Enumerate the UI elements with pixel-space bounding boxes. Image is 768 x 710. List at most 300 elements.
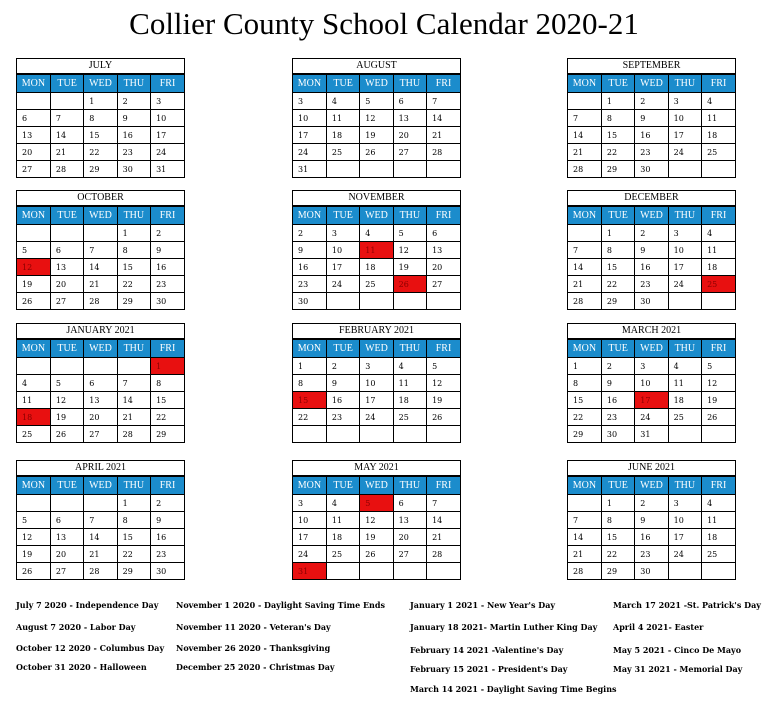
day-cell: 31: [635, 426, 668, 443]
weekday-header: WED: [360, 207, 393, 225]
weekday-header: THU: [117, 477, 150, 495]
day-cell: 16: [635, 127, 668, 144]
empty-day-cell: [84, 358, 117, 375]
day-cell: 4: [393, 358, 426, 375]
weekday-header: MON: [17, 207, 50, 225]
day-cell: 15: [117, 529, 150, 546]
month-name: JULY: [17, 59, 184, 74]
weekday-header: TUE: [326, 75, 359, 93]
day-cell: 16: [326, 392, 359, 409]
day-cell: 3: [151, 93, 184, 110]
month-calendar: [292, 460, 461, 580]
day-cell: 30: [635, 563, 668, 580]
empty-day-cell: [293, 426, 326, 443]
day-cell: 9: [635, 512, 668, 529]
day-cell: 15: [84, 127, 117, 144]
day-cell: 28: [84, 293, 117, 310]
empty-day-cell: [702, 563, 735, 580]
day-cell: 23: [635, 276, 668, 293]
day-cell: 6: [427, 225, 460, 242]
weekday-header: WED: [360, 75, 393, 93]
day-cell: 6: [393, 93, 426, 110]
day-cell: 2: [635, 495, 668, 512]
weekday-header: MON: [293, 207, 326, 225]
weekday-header: WED: [84, 340, 117, 358]
day-cell: 2: [635, 93, 668, 110]
day-cell: 15: [601, 259, 634, 276]
month-calendar: [292, 190, 461, 310]
empty-day-cell: [427, 161, 460, 178]
day-cell: 30: [635, 161, 668, 178]
weekday-header: FRI: [702, 340, 735, 358]
page-title: Collier County School Calendar 2020-21: [129, 6, 639, 41]
day-cell: 28: [50, 161, 83, 178]
month-table: [293, 339, 460, 442]
month-name: DECEMBER: [568, 191, 735, 206]
day-cell: 17: [293, 529, 326, 546]
week-row: [293, 93, 460, 110]
weekday-header: FRI: [427, 207, 460, 225]
day-cell: 21: [568, 546, 601, 563]
day-cell: 11: [326, 512, 359, 529]
week-row: [568, 512, 735, 529]
month-table: [568, 476, 735, 579]
empty-day-cell: [702, 426, 735, 443]
day-cell: 25: [326, 546, 359, 563]
day-cell: 11: [702, 242, 735, 259]
week-row: [17, 375, 184, 392]
day-cell: 8: [601, 110, 634, 127]
week-row: [568, 276, 735, 293]
week-row: [568, 495, 735, 512]
day-cell: 26: [360, 546, 393, 563]
day-cell: 1: [84, 93, 117, 110]
empty-day-cell: [427, 293, 460, 310]
day-cell: 8: [151, 375, 184, 392]
day-cell: 9: [601, 375, 634, 392]
weekday-header: WED: [635, 340, 668, 358]
holiday-legend-item: November 11 2020 - Veteran's Day: [176, 622, 331, 632]
empty-day-cell: [360, 426, 393, 443]
holiday-legend-item: January 1 2021 - New Year's Day: [410, 600, 556, 610]
day-cell: 1: [601, 495, 634, 512]
week-row: [17, 426, 184, 443]
day-cell: 17: [668, 529, 701, 546]
day-cell: 25: [702, 144, 735, 161]
week-row: [17, 512, 184, 529]
day-cell: 21: [427, 529, 460, 546]
month-calendar: [567, 323, 736, 443]
week-row: [293, 529, 460, 546]
weekday-header: TUE: [601, 477, 634, 495]
day-cell: 16: [117, 127, 150, 144]
empty-day-cell: [50, 225, 83, 242]
holiday-day-cell: 25: [702, 276, 735, 293]
empty-day-cell: [84, 495, 117, 512]
week-row: [293, 512, 460, 529]
week-row: [293, 225, 460, 242]
day-cell: 17: [668, 259, 701, 276]
weekday-header: MON: [293, 75, 326, 93]
week-row: [568, 409, 735, 426]
day-cell: 8: [601, 512, 634, 529]
day-cell: 16: [151, 259, 184, 276]
day-cell: 29: [568, 426, 601, 443]
day-cell: 10: [293, 512, 326, 529]
day-cell: 14: [84, 529, 117, 546]
day-cell: 3: [360, 358, 393, 375]
day-cell: 4: [668, 358, 701, 375]
holiday-legend-item: February 14 2021 -Valentine's Day: [410, 645, 564, 655]
day-cell: 11: [17, 392, 50, 409]
week-row: [17, 293, 184, 310]
day-cell: 4: [326, 495, 359, 512]
weekday-header: FRI: [151, 477, 184, 495]
day-cell: 21: [84, 276, 117, 293]
weekday-header: TUE: [326, 340, 359, 358]
day-cell: 12: [360, 110, 393, 127]
day-cell: 13: [393, 512, 426, 529]
empty-day-cell: [668, 293, 701, 310]
day-cell: 29: [117, 293, 150, 310]
weekday-header: FRI: [151, 340, 184, 358]
empty-day-cell: [360, 161, 393, 178]
empty-day-cell: [668, 426, 701, 443]
weekday-header: MON: [568, 207, 601, 225]
day-cell: 27: [17, 161, 50, 178]
day-cell: 22: [601, 276, 634, 293]
day-cell: 25: [326, 144, 359, 161]
empty-day-cell: [668, 563, 701, 580]
day-cell: 19: [427, 392, 460, 409]
day-cell: 15: [117, 259, 150, 276]
empty-day-cell: [393, 563, 426, 580]
day-cell: 19: [702, 392, 735, 409]
week-row: [568, 293, 735, 310]
weekday-header: THU: [393, 340, 426, 358]
weekday-header: WED: [635, 477, 668, 495]
day-cell: 28: [427, 144, 460, 161]
day-cell: 30: [601, 426, 634, 443]
day-cell: 7: [50, 110, 83, 127]
month-calendar: [292, 58, 461, 178]
weekday-header: FRI: [702, 207, 735, 225]
day-cell: 28: [568, 161, 601, 178]
day-cell: 29: [84, 161, 117, 178]
month-table: [568, 339, 735, 442]
day-cell: 14: [568, 127, 601, 144]
day-cell: 2: [117, 93, 150, 110]
day-cell: 8: [117, 242, 150, 259]
weekday-header: MON: [293, 477, 326, 495]
day-cell: 1: [601, 225, 634, 242]
empty-day-cell: [84, 225, 117, 242]
weekday-header: MON: [17, 477, 50, 495]
day-cell: 5: [17, 512, 50, 529]
weekday-header-row: [17, 477, 184, 495]
day-cell: 10: [668, 512, 701, 529]
day-cell: 7: [568, 242, 601, 259]
empty-day-cell: [568, 225, 601, 242]
day-cell: 6: [17, 110, 50, 127]
day-cell: 12: [17, 529, 50, 546]
weekday-header: WED: [84, 207, 117, 225]
day-cell: 7: [568, 512, 601, 529]
day-cell: 23: [635, 144, 668, 161]
day-cell: 21: [427, 127, 460, 144]
week-row: [568, 529, 735, 546]
day-cell: 22: [117, 546, 150, 563]
day-cell: 29: [151, 426, 184, 443]
empty-day-cell: [393, 426, 426, 443]
week-row: [568, 110, 735, 127]
empty-day-cell: [360, 563, 393, 580]
day-cell: 2: [635, 225, 668, 242]
weekday-header: WED: [635, 207, 668, 225]
day-cell: 23: [151, 546, 184, 563]
empty-day-cell: [17, 358, 50, 375]
empty-day-cell: [393, 161, 426, 178]
day-cell: 28: [427, 546, 460, 563]
empty-day-cell: [50, 358, 83, 375]
day-cell: 27: [84, 426, 117, 443]
weekday-header: THU: [668, 477, 701, 495]
week-row: [293, 409, 460, 426]
day-cell: 1: [293, 358, 326, 375]
day-cell: 9: [151, 512, 184, 529]
day-cell: 24: [293, 144, 326, 161]
day-cell: 23: [151, 276, 184, 293]
day-cell: 4: [17, 375, 50, 392]
weekday-header: WED: [635, 75, 668, 93]
holiday-legend-item: January 18 2021- Martin Luther King Day: [410, 622, 598, 632]
week-row: [17, 546, 184, 563]
holiday-legend-item: July 7 2020 - Independence Day: [16, 600, 159, 610]
week-row: [568, 546, 735, 563]
weekday-header-row: [17, 75, 184, 93]
week-row: [293, 392, 460, 409]
day-cell: 3: [326, 225, 359, 242]
month-table: [293, 476, 460, 579]
day-cell: 2: [601, 358, 634, 375]
day-cell: 11: [702, 512, 735, 529]
day-cell: 11: [393, 375, 426, 392]
day-cell: 3: [668, 225, 701, 242]
weekday-header: THU: [117, 207, 150, 225]
day-cell: 23: [326, 409, 359, 426]
day-cell: 24: [293, 546, 326, 563]
weekday-header: TUE: [601, 75, 634, 93]
day-cell: 14: [427, 512, 460, 529]
day-cell: 29: [601, 161, 634, 178]
month-name: NOVEMBER: [293, 191, 460, 206]
day-cell: 16: [293, 259, 326, 276]
day-cell: 14: [117, 392, 150, 409]
day-cell: 17: [668, 127, 701, 144]
day-cell: 31: [151, 161, 184, 178]
week-row: [293, 495, 460, 512]
week-row: [293, 161, 460, 178]
weekday-header-row: [17, 340, 184, 358]
day-cell: 16: [601, 392, 634, 409]
day-cell: 25: [668, 409, 701, 426]
holiday-day-cell: 12: [17, 259, 50, 276]
day-cell: 30: [293, 293, 326, 310]
day-cell: 4: [702, 93, 735, 110]
holiday-legend-item: April 4 2021- Easter: [613, 622, 704, 632]
week-row: [568, 426, 735, 443]
day-cell: 25: [702, 546, 735, 563]
month-table: [568, 206, 735, 309]
weekday-header-row: [568, 75, 735, 93]
empty-day-cell: [702, 293, 735, 310]
day-cell: 9: [151, 242, 184, 259]
day-cell: 23: [293, 276, 326, 293]
empty-day-cell: [326, 426, 359, 443]
holiday-legend-item: May 31 2021 - Memorial Day: [613, 664, 743, 674]
day-cell: 26: [702, 409, 735, 426]
month-calendar: [567, 460, 736, 580]
weekday-header: TUE: [326, 477, 359, 495]
day-cell: 16: [151, 529, 184, 546]
empty-day-cell: [326, 161, 359, 178]
day-cell: 17: [360, 392, 393, 409]
day-cell: 22: [293, 409, 326, 426]
day-cell: 26: [17, 293, 50, 310]
day-cell: 20: [17, 144, 50, 161]
day-cell: 28: [568, 563, 601, 580]
week-row: [17, 161, 184, 178]
weekday-header: MON: [568, 75, 601, 93]
day-cell: 15: [601, 529, 634, 546]
weekday-header: MON: [568, 340, 601, 358]
day-cell: 24: [668, 276, 701, 293]
weekday-header-row: [293, 207, 460, 225]
day-cell: 9: [635, 242, 668, 259]
day-cell: 9: [117, 110, 150, 127]
month-calendar: [16, 190, 185, 310]
day-cell: 7: [84, 242, 117, 259]
day-cell: 24: [326, 276, 359, 293]
month-name: FEBRUARY 2021: [293, 324, 460, 339]
day-cell: 18: [668, 392, 701, 409]
day-cell: 24: [668, 144, 701, 161]
day-cell: 16: [635, 259, 668, 276]
week-row: [17, 495, 184, 512]
day-cell: 14: [568, 529, 601, 546]
day-cell: 29: [601, 293, 634, 310]
week-row: [293, 426, 460, 443]
day-cell: 7: [568, 110, 601, 127]
day-cell: 10: [668, 242, 701, 259]
week-row: [568, 358, 735, 375]
week-row: [293, 259, 460, 276]
day-cell: 14: [84, 259, 117, 276]
week-row: [568, 161, 735, 178]
month-name: SEPTEMBER: [568, 59, 735, 74]
day-cell: 28: [568, 293, 601, 310]
day-cell: 20: [50, 276, 83, 293]
week-row: [17, 127, 184, 144]
weekday-header: FRI: [151, 207, 184, 225]
weekday-header: THU: [668, 75, 701, 93]
weekday-header: FRI: [427, 340, 460, 358]
weekday-header: TUE: [50, 340, 83, 358]
month-table: [17, 74, 184, 177]
day-cell: 19: [360, 127, 393, 144]
holiday-day-cell: 1: [151, 358, 184, 375]
day-cell: 17: [151, 127, 184, 144]
week-row: [568, 127, 735, 144]
month-name: OCTOBER: [17, 191, 184, 206]
day-cell: 30: [635, 293, 668, 310]
week-row: [17, 225, 184, 242]
day-cell: 13: [17, 127, 50, 144]
day-cell: 4: [702, 225, 735, 242]
weekday-header: TUE: [50, 477, 83, 495]
day-cell: 11: [326, 110, 359, 127]
day-cell: 24: [360, 409, 393, 426]
week-row: [17, 242, 184, 259]
day-cell: 12: [393, 242, 426, 259]
week-row: [293, 110, 460, 127]
day-cell: 10: [360, 375, 393, 392]
weekday-header: FRI: [702, 75, 735, 93]
day-cell: 25: [360, 276, 393, 293]
day-cell: 19: [50, 409, 83, 426]
day-cell: 13: [50, 259, 83, 276]
day-cell: 27: [50, 563, 83, 580]
day-cell: 5: [360, 93, 393, 110]
month-calendar: [567, 58, 736, 178]
day-cell: 29: [601, 563, 634, 580]
empty-day-cell: [326, 563, 359, 580]
weekday-header: TUE: [601, 340, 634, 358]
day-cell: 11: [668, 375, 701, 392]
day-cell: 26: [360, 144, 393, 161]
holiday-legend-item: March 14 2021 - Daylight Saving Time Begins: [410, 684, 617, 694]
day-cell: 30: [117, 161, 150, 178]
weekday-header: WED: [360, 477, 393, 495]
day-cell: 8: [601, 242, 634, 259]
day-cell: 12: [50, 392, 83, 409]
day-cell: 20: [84, 409, 117, 426]
week-row: [568, 375, 735, 392]
day-cell: 23: [601, 409, 634, 426]
day-cell: 3: [668, 93, 701, 110]
day-cell: 28: [117, 426, 150, 443]
weekday-header: MON: [293, 340, 326, 358]
week-row: [293, 293, 460, 310]
day-cell: 4: [326, 93, 359, 110]
holiday-legend-item: February 15 2021 - President's Day: [410, 664, 568, 674]
day-cell: 18: [393, 392, 426, 409]
week-row: [293, 144, 460, 161]
day-cell: 8: [117, 512, 150, 529]
weekday-header-row: [17, 207, 184, 225]
day-cell: 6: [393, 495, 426, 512]
day-cell: 13: [50, 529, 83, 546]
day-cell: 17: [326, 259, 359, 276]
week-row: [17, 259, 184, 276]
empty-day-cell: [360, 293, 393, 310]
day-cell: 23: [117, 144, 150, 161]
weekday-header: FRI: [427, 477, 460, 495]
day-cell: 30: [151, 563, 184, 580]
day-cell: 2: [293, 225, 326, 242]
month-calendar: [567, 190, 736, 310]
day-cell: 4: [360, 225, 393, 242]
